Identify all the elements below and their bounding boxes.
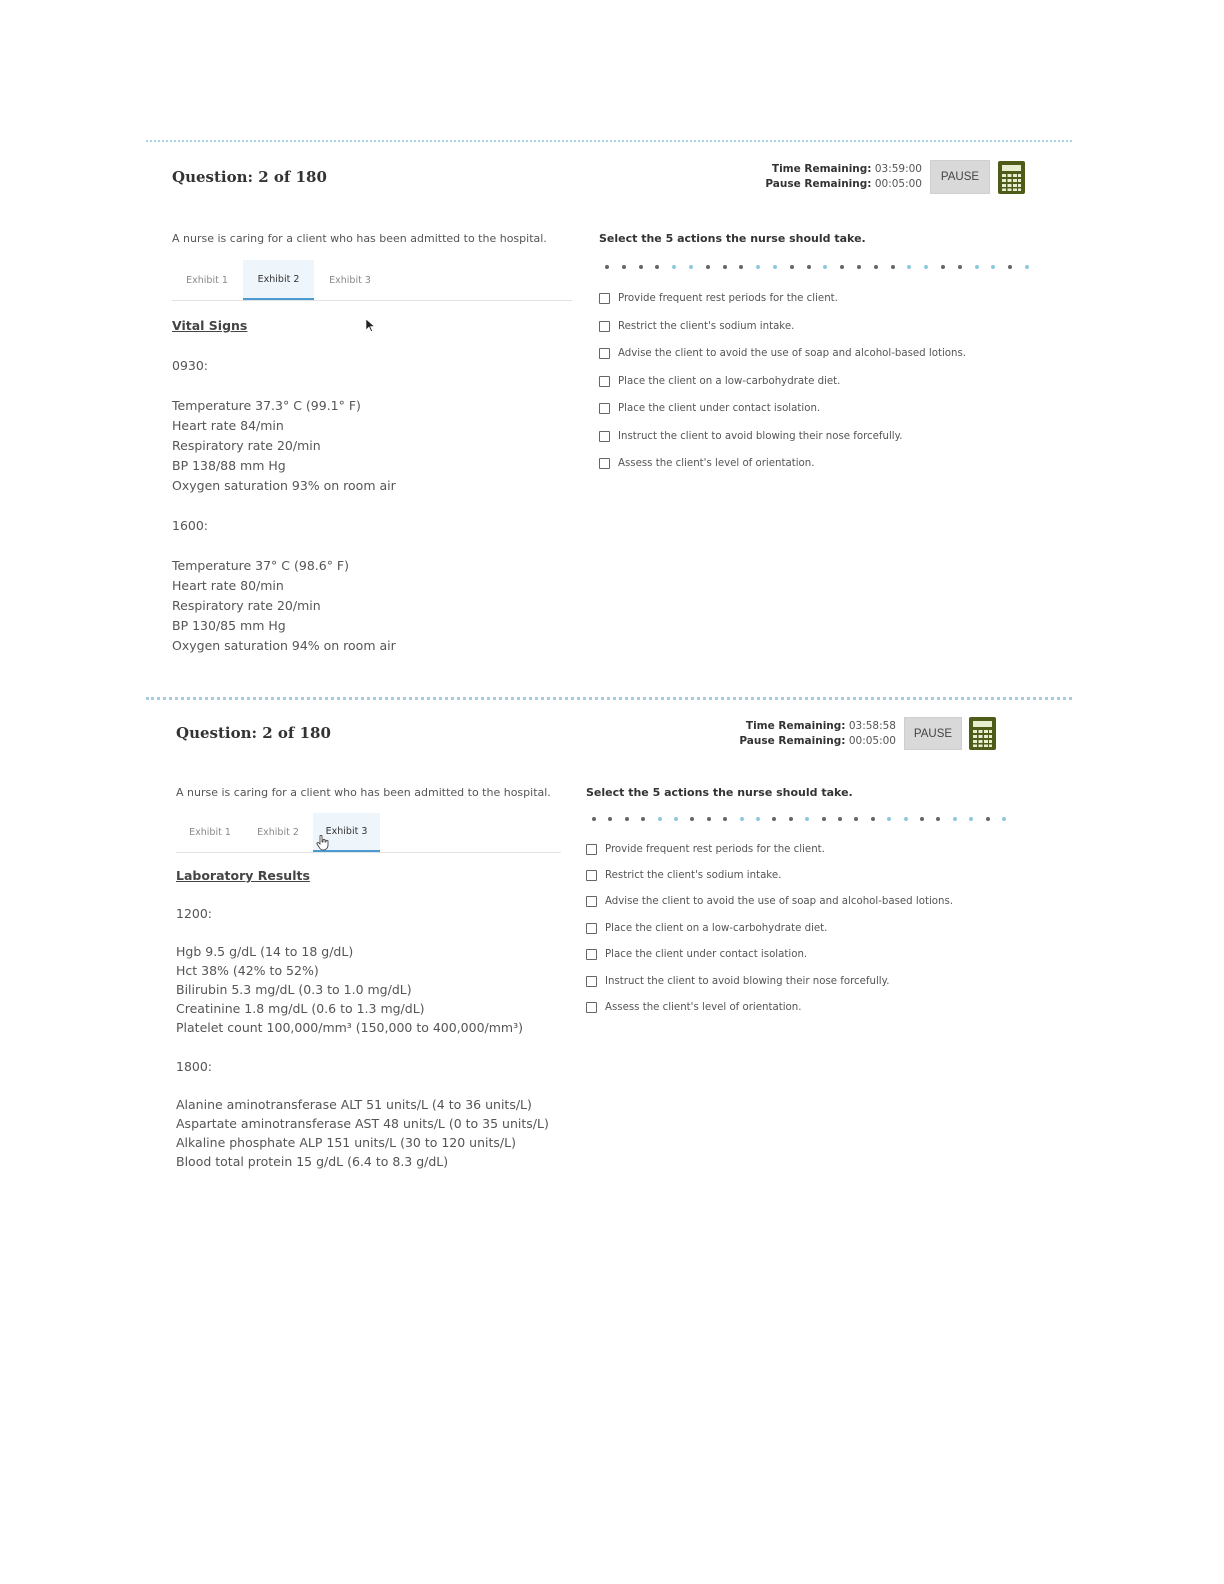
progress-dot xyxy=(805,817,809,821)
answer-option[interactable] xyxy=(599,321,794,332)
exhibit-line: Temperature 37.3° C (99.1° F) xyxy=(172,398,361,413)
progress-dot xyxy=(871,817,875,821)
answer-option-label: Instruct the client to avoid blowing their nose forcefully. xyxy=(605,976,890,987)
progress-dot xyxy=(991,265,995,269)
progress-dot xyxy=(608,817,612,821)
exhibit-time-heading: 1200: xyxy=(176,906,213,921)
progress-dot xyxy=(707,817,711,821)
progress-dot xyxy=(689,265,693,269)
panel-divider xyxy=(146,697,1072,700)
progress-dot xyxy=(739,265,743,269)
checkbox-icon[interactable] xyxy=(586,870,597,881)
tab-exhibit-1[interactable]: Exhibit 1 xyxy=(186,274,228,286)
answer-option[interactable] xyxy=(599,376,840,387)
checkbox-icon[interactable] xyxy=(599,293,610,304)
progress-dot xyxy=(672,265,676,269)
progress-dot xyxy=(904,817,908,821)
question-panel-2 xyxy=(146,697,1072,1187)
progress-dot xyxy=(920,817,924,821)
progress-dots xyxy=(605,265,1025,273)
question-stem: A nurse is caring for a client who has been admitted to the hospital. xyxy=(172,232,547,245)
progress-dot xyxy=(756,817,760,821)
question-title: Question: 2 of 180 xyxy=(176,724,331,742)
calculator-icon[interactable] xyxy=(998,161,1025,194)
progress-dot xyxy=(941,265,945,269)
calculator-icon[interactable] xyxy=(969,717,996,750)
answer-option[interactable] xyxy=(586,844,825,855)
tab-exhibit-3[interactable]: Exhibit 3 xyxy=(329,274,371,286)
time-remaining-value: 03:58:58 xyxy=(848,720,896,732)
exhibit-tabs xyxy=(176,813,561,853)
tab-exhibit-2[interactable]: Exhibit 2 xyxy=(257,827,299,838)
progress-dot xyxy=(840,265,844,269)
progress-dot xyxy=(807,265,811,269)
progress-dot xyxy=(891,265,895,269)
answer-option-label: Place the client on a low-carbohydrate diet. xyxy=(605,923,828,934)
exhibit-line: Aspartate aminotransferase AST 48 units/L (0 to 35 units/L) xyxy=(176,1116,549,1131)
answer-option[interactable] xyxy=(586,1002,801,1013)
exhibit-line: Respiratory rate 20/min xyxy=(172,598,321,613)
pause-remaining-label: Pause Remaining: xyxy=(739,735,846,747)
exhibit-line: Heart rate 84/min xyxy=(172,418,284,433)
checkbox-icon[interactable] xyxy=(586,1002,597,1013)
progress-dot xyxy=(622,265,626,269)
progress-dot xyxy=(822,817,826,821)
exhibit-line: Oxygen saturation 93% on room air xyxy=(172,478,396,493)
exhibit-line: Alkaline phosphate ALP 151 units/L (30 to 120 units/L) xyxy=(176,1135,516,1150)
question-instruction: Select the 5 actions the nurse should take. xyxy=(599,232,866,245)
progress-dot xyxy=(790,265,794,269)
question-title: Question: 2 of 180 xyxy=(172,168,327,186)
progress-dot xyxy=(975,265,979,269)
progress-dot xyxy=(592,817,596,821)
checkbox-icon[interactable] xyxy=(586,923,597,934)
progress-dot xyxy=(936,817,940,821)
mouse-pointer-icon xyxy=(366,317,375,336)
progress-dot xyxy=(655,265,659,269)
exhibit-time-heading: 1600: xyxy=(172,518,209,533)
exhibit-line: Creatinine 1.8 mg/dL (0.6 to 1.3 mg/dL) xyxy=(176,1001,425,1016)
checkbox-icon[interactable] xyxy=(599,321,610,332)
progress-dot xyxy=(756,265,760,269)
answer-option-label: Advise the client to avoid the use of soap and alcohol-based lotions. xyxy=(605,896,954,907)
progress-dot xyxy=(706,265,710,269)
exhibit-line: Platelet count 100,000/mm³ (150,000 to 400,000/mm³) xyxy=(176,1020,523,1035)
hand-pointer-icon xyxy=(316,835,330,855)
checkbox-icon[interactable] xyxy=(586,896,597,907)
answer-option[interactable] xyxy=(586,949,807,960)
progress-dot xyxy=(772,817,776,821)
tab-exhibit-2[interactable]: Exhibit 2 xyxy=(243,260,314,300)
exhibit-line: Alanine aminotransferase ALT 51 units/L (4 to 36 units/L) xyxy=(176,1097,532,1112)
progress-dot xyxy=(838,817,842,821)
exhibit-line: Hct 38% (42% to 52%) xyxy=(176,963,319,978)
tab-exhibit-1[interactable]: Exhibit 1 xyxy=(189,827,231,838)
progress-dot xyxy=(969,817,973,821)
progress-dot xyxy=(773,265,777,269)
answer-option-label: Advise the client to avoid the use of soap and alcohol-based lotions. xyxy=(618,348,967,359)
answer-option[interactable] xyxy=(599,458,814,469)
progress-dot xyxy=(854,817,858,821)
exhibit-line: Blood total protein 15 g/dL (6.4 to 8.3 g/dL) xyxy=(176,1154,449,1169)
answer-option-label: Instruct the client to avoid blowing their nose forcefully. xyxy=(618,431,903,442)
exhibit-line: BP 130/85 mm Hg xyxy=(172,618,286,633)
progress-dot xyxy=(887,817,891,821)
exhibit-line: Heart rate 80/min xyxy=(172,578,284,593)
time-remaining-label: Time Remaining: xyxy=(745,720,846,732)
checkbox-icon[interactable] xyxy=(599,376,610,387)
pause-remaining-label: Pause Remaining: xyxy=(765,178,872,190)
progress-dot xyxy=(674,817,678,821)
checkbox-icon[interactable] xyxy=(586,949,597,960)
pause-remaining-value: 00:05:00 xyxy=(848,735,896,747)
checkbox-icon[interactable] xyxy=(599,458,610,469)
time-remaining-label: Time Remaining: xyxy=(771,163,872,175)
answer-option-label: Assess the client's level of orientation. xyxy=(618,458,815,469)
question-instruction: Select the 5 actions the nurse should take. xyxy=(586,786,853,799)
timer xyxy=(765,162,922,192)
time-remaining-value: 03:59:00 xyxy=(874,163,922,175)
answer-option-label: Place the client under contact isolation. xyxy=(618,403,821,414)
answer-option[interactable] xyxy=(599,403,820,414)
answer-option[interactable] xyxy=(586,923,827,934)
exhibit-line: Respiratory rate 20/min xyxy=(172,438,321,453)
answer-option-label: Place the client under contact isolation. xyxy=(605,949,808,960)
progress-dot xyxy=(958,265,962,269)
answer-option-label: Assess the client's level of orientation. xyxy=(605,1002,802,1013)
question-panel-1 xyxy=(146,140,1072,670)
checkbox-icon[interactable] xyxy=(586,976,597,987)
progress-dot xyxy=(789,817,793,821)
answer-option[interactable] xyxy=(586,896,953,907)
timer xyxy=(739,719,896,749)
answer-option[interactable] xyxy=(599,431,902,442)
checkbox-icon[interactable] xyxy=(599,348,610,359)
exhibit-line: Oxygen saturation 94% on room air xyxy=(172,638,396,653)
progress-dot xyxy=(690,817,694,821)
answer-option[interactable] xyxy=(599,348,966,359)
progress-dot xyxy=(723,817,727,821)
pause-button[interactable]: PAUSE xyxy=(930,160,990,194)
answer-option-label: Restrict the client's sodium intake. xyxy=(605,870,782,881)
tab-exhibit-3[interactable]: Exhibit 3 xyxy=(313,813,380,852)
pause-button[interactable]: PAUSE xyxy=(904,717,962,750)
progress-dot xyxy=(605,265,609,269)
progress-dot xyxy=(924,265,928,269)
progress-dots xyxy=(592,817,1002,825)
progress-dot xyxy=(625,817,629,821)
progress-dot xyxy=(740,817,744,821)
checkbox-icon[interactable] xyxy=(586,844,597,855)
progress-dot xyxy=(857,265,861,269)
answer-option-label: Restrict the client's sodium intake. xyxy=(618,321,795,332)
progress-dot xyxy=(658,817,662,821)
exhibit-line: Temperature 37° C (98.6° F) xyxy=(172,558,349,573)
answer-option-label: Place the client on a low-carbohydrate diet. xyxy=(618,376,841,387)
exhibit-time-heading: 0930: xyxy=(172,358,209,373)
progress-dot xyxy=(641,817,645,821)
exhibit-section-title: Laboratory Results xyxy=(176,868,310,883)
progress-dot xyxy=(1025,265,1029,269)
progress-dot xyxy=(639,265,643,269)
exhibit-time-heading: 1800: xyxy=(176,1059,213,1074)
checkbox-icon[interactable] xyxy=(599,431,610,442)
exhibit-line: Bilirubin 5.3 mg/dL (0.3 to 1.0 mg/dL) xyxy=(176,982,412,997)
exhibit-line: Hgb 9.5 g/dL (14 to 18 g/dL) xyxy=(176,944,354,959)
exhibit-tabs xyxy=(172,260,572,301)
answer-option[interactable] xyxy=(586,870,781,881)
progress-dot xyxy=(1002,817,1006,821)
panel-divider xyxy=(146,140,1072,142)
progress-dot xyxy=(1008,265,1012,269)
answer-option-label: Provide frequent rest periods for the client. xyxy=(605,844,825,855)
exhibit-line: BP 138/88 mm Hg xyxy=(172,458,286,473)
answer-option[interactable] xyxy=(586,976,889,987)
answer-option[interactable] xyxy=(599,293,838,304)
answer-option-label: Provide frequent rest periods for the client. xyxy=(618,293,838,304)
checkbox-icon[interactable] xyxy=(599,403,610,414)
question-stem: A nurse is caring for a client who has been admitted to the hospital. xyxy=(176,786,551,799)
progress-dot xyxy=(986,817,990,821)
pause-remaining-value: 00:05:00 xyxy=(874,178,922,190)
progress-dot xyxy=(723,265,727,269)
exhibit-section-title: Vital Signs xyxy=(172,318,248,333)
progress-dot xyxy=(874,265,878,269)
progress-dot xyxy=(953,817,957,821)
progress-dot xyxy=(907,265,911,269)
progress-dot xyxy=(823,265,827,269)
